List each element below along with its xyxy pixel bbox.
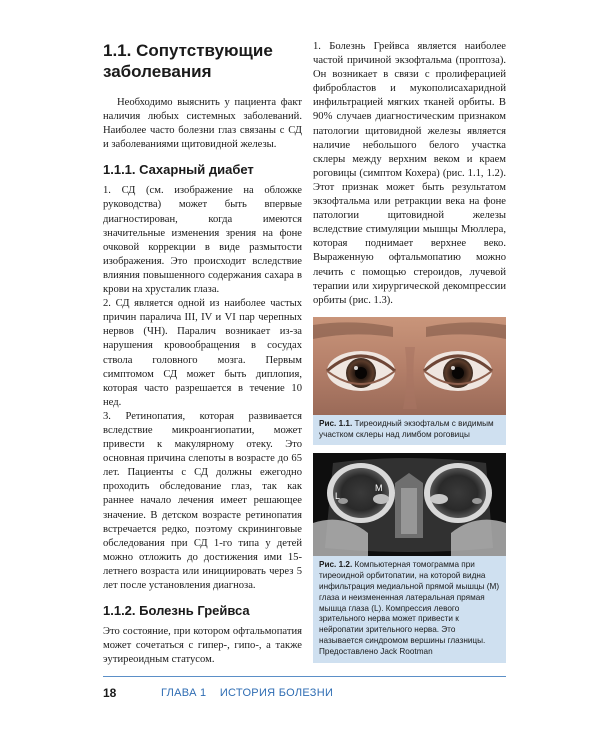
- graves-item-1: 1. Болезнь Грейвса является наиболее частой причиной экзофтальма (проптоза). Он возникает в связи с пролиферацией фибробластов и мукополисахаридной инфильтрацией мягких тканей орбиты. В 90% случаев диагностическим признаком патологии щитовидной железы является наличие небольшого белого участка склеры между верхним веком и краем роговицы (симптом Кохера) (рис. 1.1, 1.2). Этот признак может быть результатом экзофтальма или ретракции века на фоне патологии щитовидной железы вследствие стимуляции мышцы Мюллера, которая поднимает верхнее веко. Выраженную офтальмопатию можно лечить с помощью стероидов, лучевой терапии или хирургической декомпрессии орбиты (рис. 1.3).: [313, 41, 506, 306]
- subsection-graves-title: 1.1.2. Болезнь Грейвса: [103, 603, 250, 619]
- right-column: [313, 40, 506, 663]
- figure-1-1: [313, 317, 506, 446]
- section-title: 1.1. Сопутствующие заболевания: [103, 41, 273, 81]
- footer-rule: [103, 676, 506, 677]
- figure-1-1-caption: [313, 415, 506, 446]
- chapter-label: ГЛАВА 1: [161, 687, 207, 699]
- figure-1-2: [313, 453, 506, 662]
- figure-1-2-label: Рис. 1.2.: [319, 560, 353, 570]
- figure-1-1-image: [313, 317, 506, 415]
- diabetes-item-1: 1. СД (см. изображение на обложке руководства) может быть впервые диагностирован, когда имеются значительные изменения зрения на фоне очковой коррекции в виде размытости изображения. Это происходит вследствие влияния повышенного содержания сахара в крови на хрусталик глаза.: [103, 185, 302, 296]
- figure-1-2-marker-l: L: [335, 491, 341, 502]
- figure-1-2-caption: [313, 556, 506, 662]
- figure-1-2-marker-m: M: [375, 483, 383, 494]
- chapter-title: ИСТОРИЯ БОЛЕЗНИ: [219, 687, 334, 699]
- subsection-diabetes-title: 1.1.1. Сахарный диабет: [103, 162, 254, 178]
- diabetes-item-2: 2. СД является одной из наиболее частых причин паралича III, IV и VI пар черепных нервов (ЧН). Паралич возникает из-за нарушения кровообращения в сосудах ствола головного мозга. Первым симптомом СД может быть диплопия, которая часто разрешается в течение 10 нед.: [103, 298, 302, 408]
- section-intro: Необходимо выяснить у пациента факт наличия любых системных заболеваний. Наиболее часто болезни глаз связаны с СД и заболеваниями щитовидной железы.: [103, 97, 302, 151]
- graves-intro: Это состояние, при котором офтальмопатия может сочетаться с гипер-, гипо-, а также эутиреоидным статусом.: [103, 626, 302, 666]
- page-number: 18: [103, 686, 117, 700]
- running-header: [161, 687, 343, 699]
- figure-1-1-text: Тиреоидный экзофтальм с видимым участком склеры над лимбом роговицы: [319, 418, 494, 439]
- figure-1-2-image: [313, 453, 506, 556]
- diabetes-item-3: 3. Ретинопатия, которая развивается вследствие микроангиопатии, может привести к макулярному отеку. Это основная причина слепоты в возрасте до 65 лет. Пациенты с СД должны ежегодно проходить обследование глаз, так как раннее начало лечения имеет решающее значение. В детском возрасте ретинопатия встречается редко, поэтому скрининговые обследования при СД 1-го типа у детей можно отложить до достижения ими 15-летнего возраста или инициировать через 5 лет после установления диагноза.: [103, 410, 302, 591]
- figure-1-1-label: Рис. 1.1.: [319, 418, 353, 428]
- left-column: [103, 40, 302, 667]
- figure-1-2-text: Компьютерная томограмма при тиреоидной орбитопатии, на которой видна инфильтрация медиальной прямой мышцы (M) глаза и неизмененная латеральная прямая мышца глаза (L). Компрессия левого зрительного нерва может привести к нейропатии зрительного нерва. Это называется синдромом вершины глазницы. Предоставлено Jack Rootman: [319, 560, 500, 656]
